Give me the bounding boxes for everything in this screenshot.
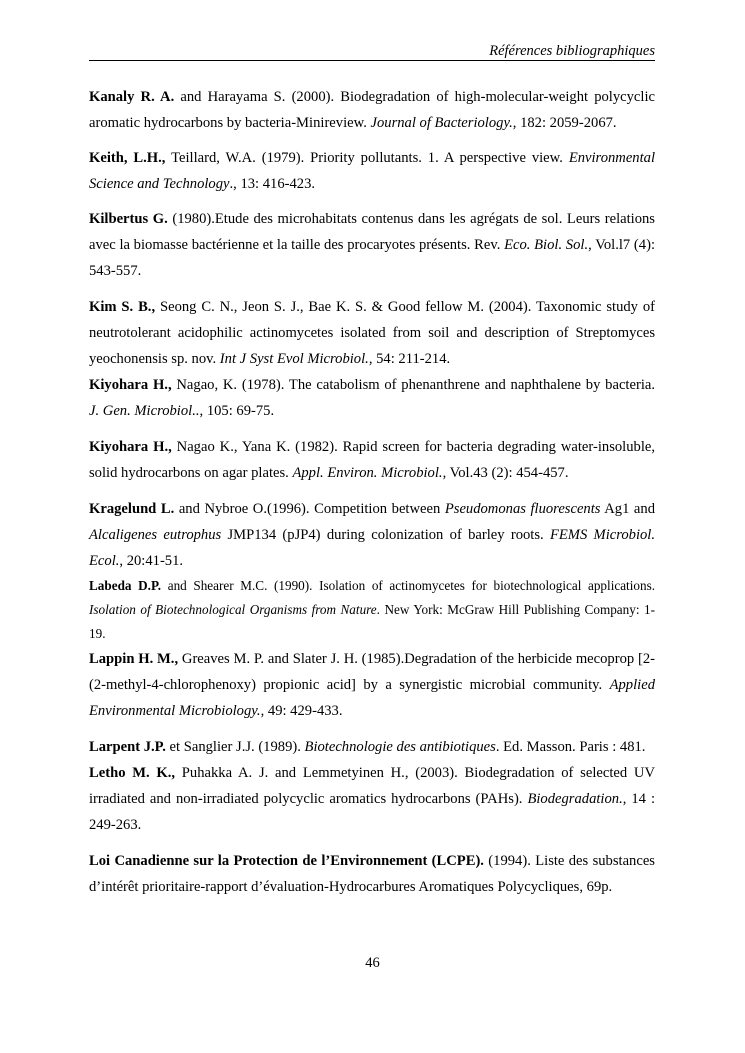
reference-text: and Nybroe O.(1996). Competition between	[174, 501, 445, 517]
reference-author: Kiyohara H.,	[89, 439, 172, 455]
reference-entry-kragelund	[89, 496, 655, 574]
reference-journal: Isolation of Biotechnological Organisms from Nature	[89, 602, 377, 617]
reference-author: Lappin H. M.,	[89, 651, 179, 667]
page-number: 46	[365, 955, 380, 971]
reference-species: Pseudomonas fluorescents	[444, 501, 601, 517]
reference-text: Nagao K., Yana K. (1982). Rapid screen for bacteria degrading water-insoluble, solid hydrocarbons on agar plates.	[89, 439, 655, 481]
reference-text: Ag1 and	[600, 501, 656, 517]
reference-journal: Biotechnologie des antibiotiques	[304, 739, 496, 755]
reference-entry-lcpe	[89, 848, 655, 900]
reference-text: JMP134 (pJP4) during colonization of barley roots.	[221, 527, 550, 543]
reference-author: Kim S. B.,	[89, 299, 156, 315]
reference-text: , 105: 69-75.	[199, 403, 275, 419]
reference-author: Kanaly R. A.	[89, 89, 175, 105]
reference-text: ., 13: 416-423.	[229, 176, 316, 192]
reference-journal: Journal of Bacteriology.	[370, 115, 513, 131]
reference-text: (1980).Etude des microhabitats contenus dans les agrégats de sol. Leurs relations avec la biomasse bactérienne et la taille des procaryotes présents. Rev.	[89, 211, 655, 253]
reference-text: Greaves M. P. and Slater J. H. (1985).Degradation of the herbicide mecoprop [2-(2-methyl-4-chlorophenoxy) propionic acid] by a synergistic microbial community.	[89, 651, 655, 693]
reference-text: Nagao, K. (1978). The catabolism of phenanthrene and naphthalene by bacteria.	[171, 377, 655, 393]
reference-author: Labeda D.P.	[89, 578, 162, 593]
reference-entry-kilbertus	[89, 206, 655, 284]
reference-author: Kiyohara H.,	[89, 377, 172, 393]
reference-entry-kanaly	[89, 84, 655, 136]
reference-text: , Vol.43 (2): 454-457.	[442, 465, 569, 481]
reference-text: Seong C. N., Jeon S. J., Bae K. S. & Good fellow M. (2004). Taxonomic study of neutrotolerant acidophilic actinomycetes isolated from soil and description of Streptomyces yeochonensis sp. nov.	[89, 299, 655, 367]
reference-journal: Int J Syst Evol Microbiol.	[219, 351, 369, 367]
reference-text: , 182: 2059-2067.	[512, 115, 617, 131]
reference-entry-labeda	[89, 574, 655, 646]
reference-text: , 20:41-51.	[119, 553, 184, 569]
running-header	[89, 43, 655, 61]
reference-text: and Harayama S. (2000). Biodegradation of high-molecular-weight polycyclic aromatic hydrocarbons by bacteria-Minireview.	[89, 89, 655, 131]
reference-journal: Applied Environmental Microbiology.	[89, 677, 655, 719]
reference-text: Teillard, W.A. (1979). Priority pollutants. 1. A perspective view.	[165, 150, 569, 166]
reference-text: et Sanglier J.J. (1989).	[165, 739, 305, 755]
reference-author: Loi Canadienne sur la Protection de l’Environnement (LCPE).	[89, 853, 484, 869]
reference-text: . Ed. Masson. Paris : 481.	[495, 739, 646, 755]
reference-entry-keith	[89, 145, 655, 197]
reference-text: , 49: 429-433.	[260, 703, 343, 719]
reference-entry-kiyohara-1982	[89, 434, 655, 486]
reference-entry-lappin	[89, 646, 655, 724]
reference-species: Alcaligenes eutrophus	[89, 527, 222, 543]
reference-author: Kragelund L.	[89, 501, 175, 517]
reference-text: (1994). Liste des substances d’intérêt prioritaire-rapport d’évaluation-Hydrocarbures Aromatiques Polycycliques, 69p.	[89, 853, 655, 895]
reference-journal: Biodegradation.	[527, 791, 623, 807]
reference-entry-kim	[89, 294, 655, 372]
reference-list	[89, 84, 655, 900]
reference-journal: J. Gen. Microbiol..	[89, 403, 200, 419]
reference-entry-letho	[89, 760, 655, 838]
reference-text: . New York: McGraw Hill Publishing Company: 1-19.	[89, 602, 655, 641]
reference-text: , 54: 211-214.	[368, 351, 451, 367]
reference-text: , 14 : 249-263.	[89, 791, 656, 833]
reference-journal: Eco. Biol. Sol.	[504, 237, 589, 253]
reference-entry-larpent	[89, 734, 655, 760]
reference-journal: FEMS Microbiol. Ecol.	[89, 527, 656, 569]
reference-author: Kilbertus G.	[89, 211, 168, 227]
reference-text: Puhakka A. J. and Lemmetyinen H., (2003). Biodegradation of selected UV irradiated and non-irradiated polycyclic aromatics hydrocarbons (PAHs).	[89, 765, 655, 807]
running-header-title: Références bibliographiques	[489, 43, 655, 59]
reference-text: , Vol.l7 (4): 543-557.	[89, 237, 655, 279]
reference-journal: Appl. Environ. Microbiol.	[292, 465, 443, 481]
reference-author: Keith, L.H.,	[89, 150, 166, 166]
reference-text: and Shearer M.C. (1990). Isolation of actinomycetes for biotechnological applications.	[161, 578, 656, 593]
reference-entry-kiyohara-1978	[89, 372, 655, 424]
reference-journal: Environmental Science and Technology	[89, 150, 656, 192]
reference-author: Larpent J.P.	[89, 739, 166, 755]
reference-author: Letho M. K.,	[89, 765, 176, 781]
